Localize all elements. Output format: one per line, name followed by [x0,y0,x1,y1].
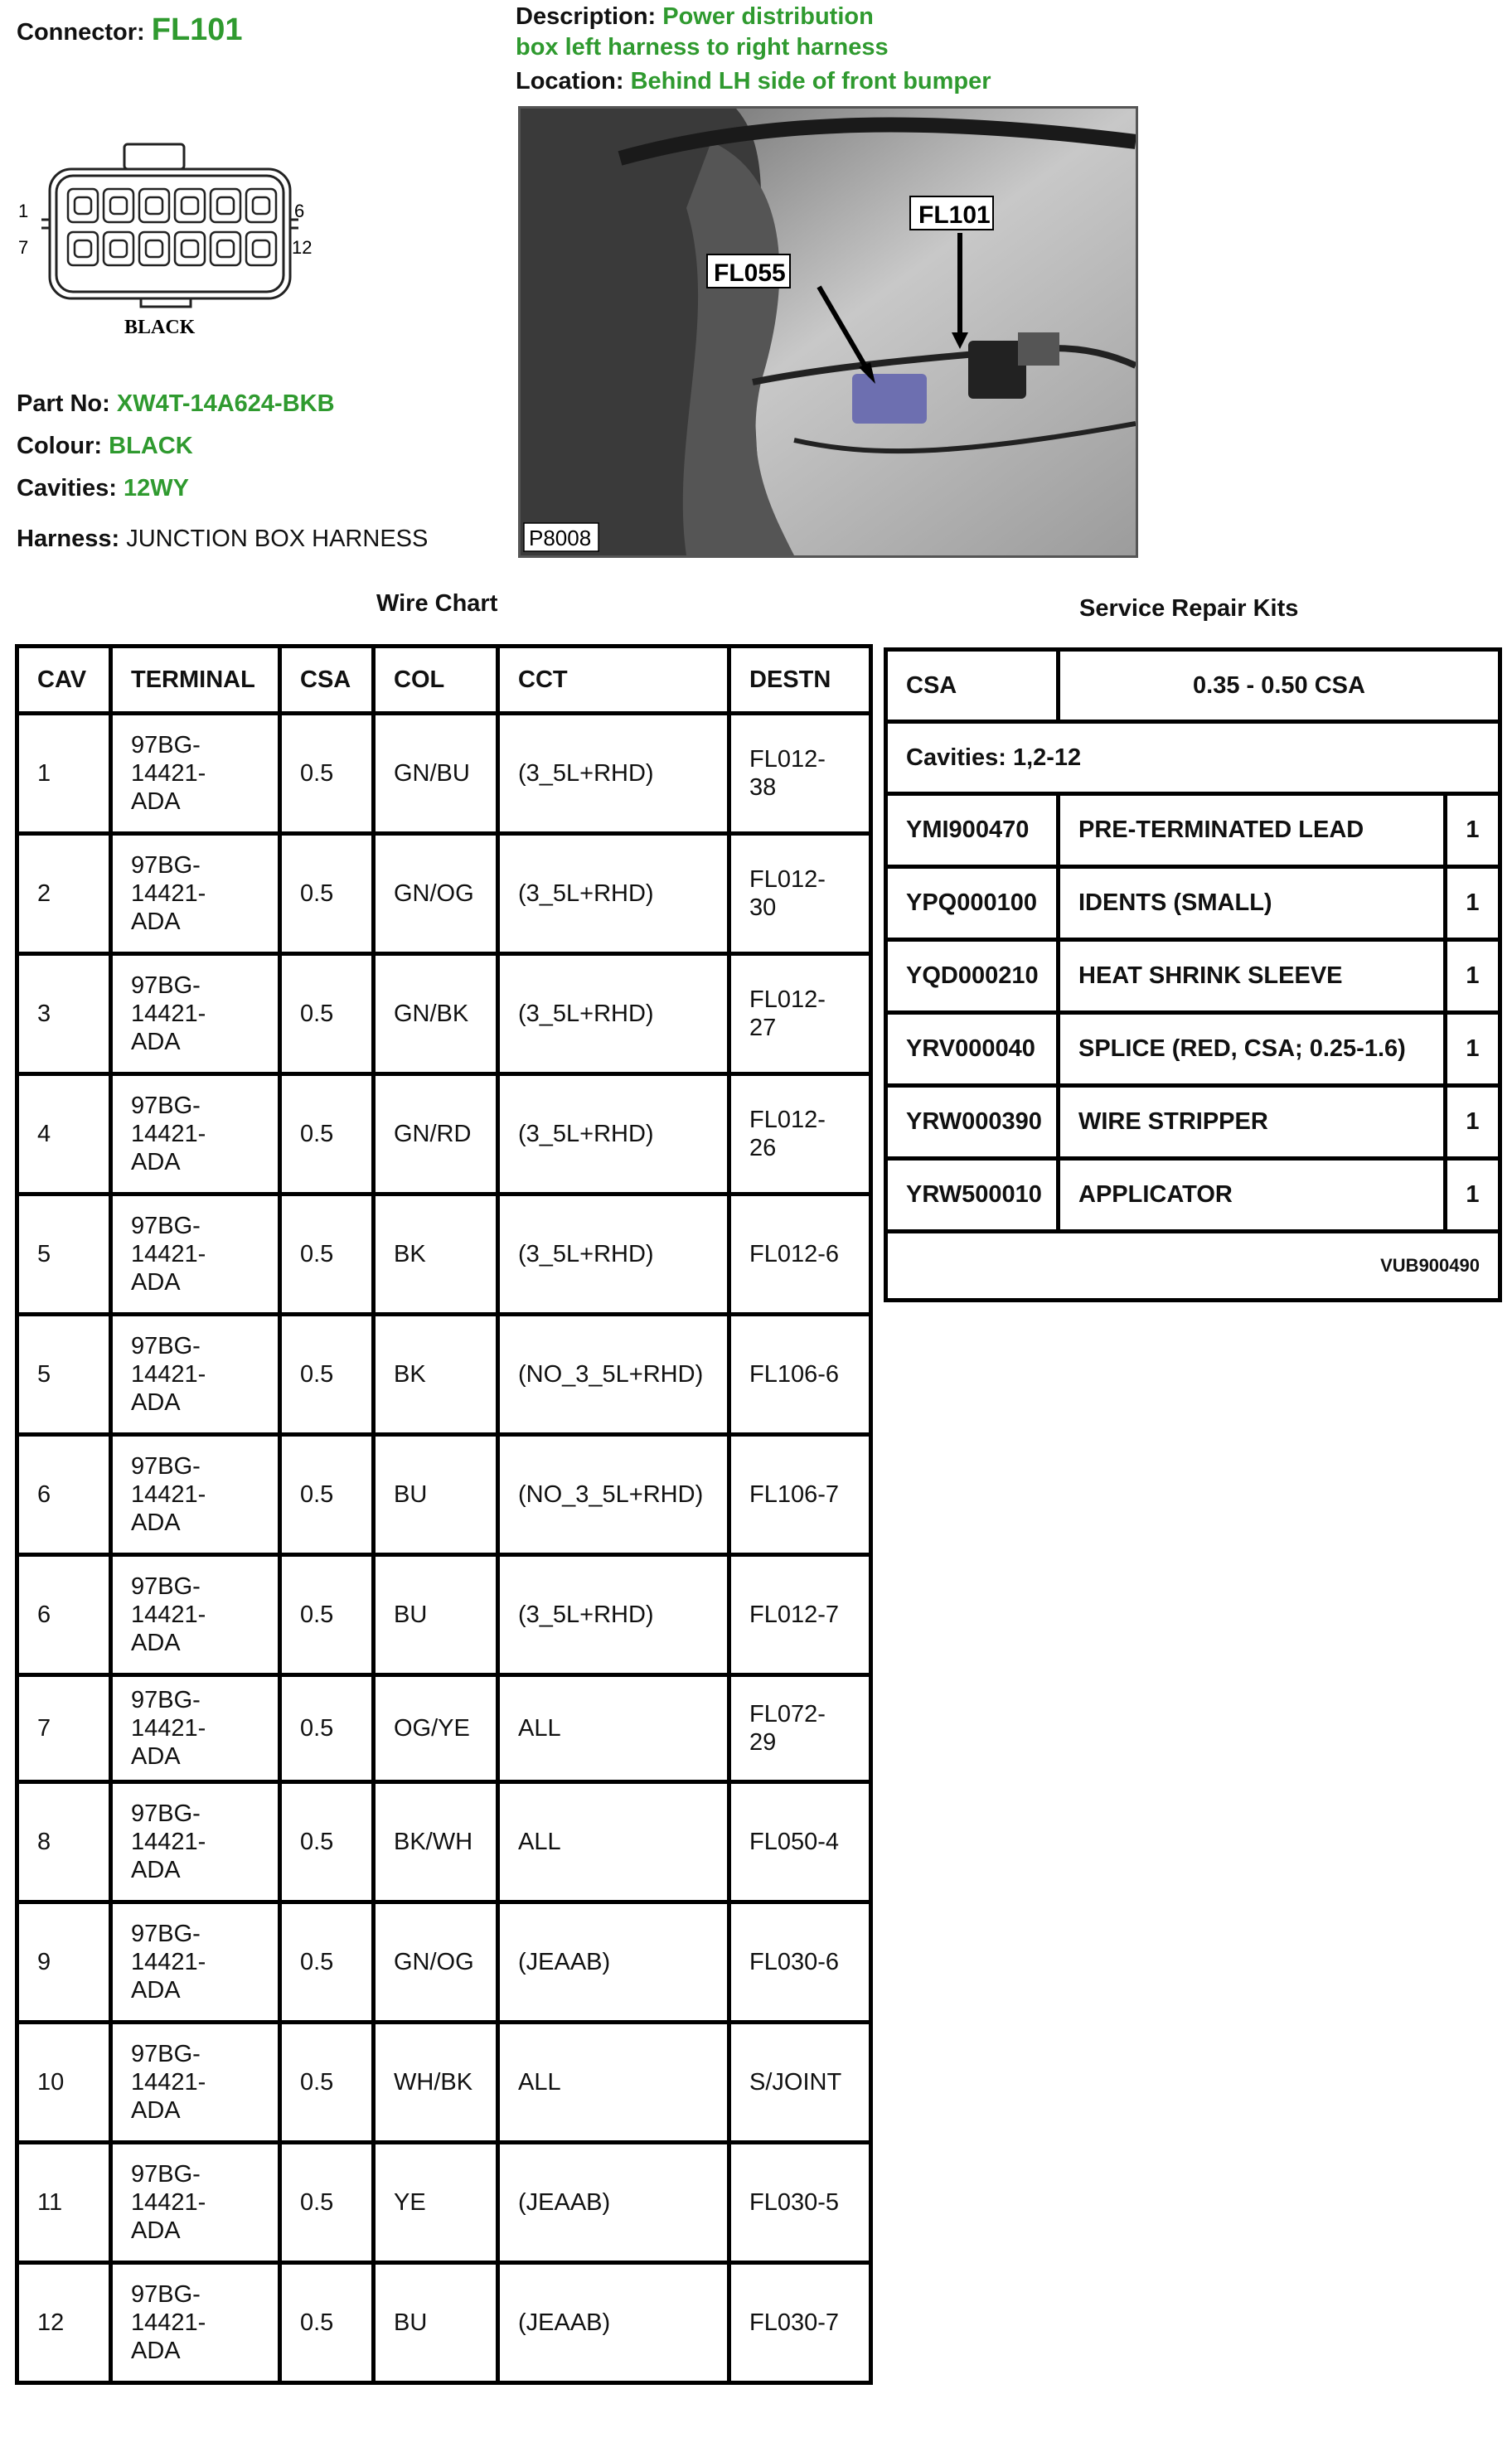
kits-cavities: Cavities: 1,2-12 [906,744,1082,771]
cell-terminal: 97BG- 14421- ADA [111,1074,280,1195]
cell-col: BU [374,1435,498,1555]
kit-item-qty: 1 [1443,1015,1498,1083]
table-row [17,834,871,954]
table-row [17,2263,871,2383]
cell-col: GN/OG [374,1902,498,2023]
kit-item-code: YQD000210 [888,942,1060,1010]
kits-cavities-row [888,724,1498,796]
cell-col: GN/OG [374,834,498,954]
cell-destn: FL030-5 [729,2143,871,2263]
kit-item-qty: 1 [1443,869,1498,938]
colour-label: Colour: [17,433,103,459]
cell-destn: FL012-7 [729,1555,871,1675]
part-no-label: Part No: [17,390,110,417]
cell-destn: FL106-7 [729,1435,871,1555]
description-block [516,2,991,97]
cell-terminal: 97BG- 14421- ADA [111,2263,280,2383]
connector-cavity [211,189,240,222]
cell-cct: ALL [498,1675,729,1782]
cell-csa: 0.5 [280,1195,374,1315]
cell-cct: (JEAAB) [498,2263,729,2383]
cell-csa: 0.5 [280,1074,374,1195]
harness-label: Harness: [17,526,120,552]
connector-cavity [175,189,205,222]
connector-cavity [68,232,98,265]
table-row [17,1074,871,1195]
cell-cct: (3_5L+RHD) [498,1555,729,1675]
kit-item-row [888,942,1498,1015]
cell-csa: 0.5 [280,1782,374,1902]
location-value: Behind LH side of front bumper [630,68,991,94]
cell-cct: (3_5L+RHD) [498,1195,729,1315]
cell-csa: 0.5 [280,1902,374,2023]
kit-item-qty: 1 [1443,1088,1498,1156]
col-header-destn: DESTN [729,647,871,714]
cell-cav: 5 [17,1315,111,1435]
cell-cav: 8 [17,1782,111,1902]
cell-terminal: 97BG- 14421- ADA [111,1902,280,2023]
kit-item-desc: SPLICE (RED, CSA; 0.25-1.6) [1078,1035,1406,1062]
cell-terminal: 97BG- 14421- ADA [111,2143,280,2263]
cell-cav: 1 [17,714,111,834]
kit-item-code: YRV000040 [888,1015,1060,1083]
cell-col: GN/RD [374,1074,498,1195]
col-header-cct: CCT [498,647,729,714]
cell-col: GN/BK [374,954,498,1074]
table-row [17,1675,871,1782]
cell-csa: 0.5 [280,2143,374,2263]
cell-cct: (NO_3_5L+RHD) [498,1435,729,1555]
pin-label-7: 7 [18,237,29,258]
connector-heading [17,12,243,48]
connector-colour-tag: BLACK [124,317,196,338]
cell-destn: FL030-6 [729,1902,871,2023]
kit-item-code: YRW500010 [888,1161,1060,1229]
kits-footer-row [888,1229,1498,1298]
cell-destn: FL012- 38 [729,714,871,834]
table-row [17,1195,871,1315]
connector-id: FL101 [151,12,243,47]
service-kits-table [884,647,1502,1302]
photo-code: P8008 [529,526,592,550]
cell-csa: 0.5 [280,1435,374,1555]
wire-chart-table [15,644,873,2385]
cell-cav: 9 [17,1902,111,2023]
kits-csa-value: 0.35 - 0.50 CSA [1193,671,1365,699]
cell-col: BK [374,1195,498,1315]
connector-cavity [139,189,169,222]
table-row [17,1435,871,1555]
cell-terminal: 97BG- 14421- ADA [111,1675,280,1782]
cavities-label: Cavities: [17,475,117,502]
cell-destn: FL012- 27 [729,954,871,1074]
connector-cavity [104,189,133,222]
cell-terminal: 97BG- 14421- ADA [111,1195,280,1315]
cell-cav: 4 [17,1074,111,1195]
cell-destn: FL012- 30 [729,834,871,954]
cell-cct: ALL [498,2023,729,2143]
cell-destn: FL012-6 [729,1195,871,1315]
location-photo [518,106,1138,558]
kit-item-desc: APPLICATOR [1078,1181,1233,1208]
pin-label-1: 1 [18,201,29,221]
table-row [17,1902,871,2023]
connector-cavity [139,232,169,265]
cell-cav: 5 [17,1195,111,1315]
cell-col: BK/WH [374,1782,498,1902]
cell-destn: FL030-7 [729,2263,871,2383]
cavities-value: 12WY [123,475,189,502]
cell-cav: 7 [17,1675,111,1782]
cell-csa: 0.5 [280,1675,374,1782]
table-row [17,714,871,834]
cell-col: OG/YE [374,1675,498,1782]
colour-value: BLACK [109,433,193,459]
cell-csa: 0.5 [280,714,374,834]
cell-col: BU [374,1555,498,1675]
kit-item-row [888,869,1498,942]
harness-value: JUNCTION BOX HARNESS [126,526,429,552]
kit-item-code: YMI900470 [888,796,1060,865]
col-header-terminal: TERMINAL [111,647,280,714]
kit-item-row [888,1015,1498,1088]
cell-cav: 6 [17,1555,111,1675]
wire-chart-title: Wire Chart [376,590,498,617]
kit-item-desc: IDENTS (SMALL) [1078,889,1272,916]
cell-cav: 6 [17,1435,111,1555]
table-row [17,2023,871,2143]
cell-col: BU [374,2263,498,2383]
kit-item-row [888,1161,1498,1229]
part-details [17,383,428,560]
table-row [17,954,871,1074]
connector-cavity [246,189,276,222]
kit-item-row [888,1088,1498,1161]
cell-csa: 0.5 [280,834,374,954]
kit-item-qty: 1 [1443,942,1498,1010]
cell-destn: S/JOINT [729,2023,871,2143]
location-label: Location: [516,68,624,94]
kits-csa-row [888,652,1498,724]
table-row [17,1782,871,1902]
cell-cav: 2 [17,834,111,954]
cell-cav: 12 [17,2263,111,2383]
cell-destn: FL072- 29 [729,1675,871,1782]
table-row [17,2143,871,2263]
pin-label-12: 12 [292,237,313,258]
table-row [17,1555,871,1675]
cell-terminal: 97BG- 14421- ADA [111,834,280,954]
cell-cct: (3_5L+RHD) [498,714,729,834]
kit-item-code: YRW000390 [888,1088,1060,1156]
photo-callout-fl055: FL055 [714,259,786,287]
part-no-value: XW4T-14A624-BKB [116,390,335,417]
cell-cct: (3_5L+RHD) [498,954,729,1074]
kits-items [888,796,1498,1229]
connector-cavity [246,232,276,265]
kits-csa-label: CSA [888,652,1060,720]
cell-col: BK [374,1315,498,1435]
cell-csa: 0.5 [280,2023,374,2143]
col-header-col: COL [374,647,498,714]
cell-destn: FL050-4 [729,1782,871,1902]
cell-terminal: 97BG- 14421- ADA [111,2023,280,2143]
cell-col: YE [374,2143,498,2263]
col-header-cav: CAV [17,647,111,714]
cell-cct: ALL [498,1782,729,1902]
cell-csa: 0.5 [280,1315,374,1435]
cell-csa: 0.5 [280,2263,374,2383]
connector-cavity [104,232,133,265]
cell-col: GN/BU [374,714,498,834]
pin-label-6: 6 [294,201,305,221]
connector-cavity [68,189,98,222]
cell-terminal: 97BG- 14421- ADA [111,1555,280,1675]
connector-cavity [175,232,205,265]
connector-face-diagram [17,141,332,348]
cell-cav: 11 [17,2143,111,2263]
cell-cct: (NO_3_5L+RHD) [498,1315,729,1435]
photo-callout-fl101: FL101 [918,201,991,229]
kit-item-desc: PRE-TERMINATED LEAD [1078,817,1364,843]
kit-item-desc: WIRE STRIPPER [1078,1108,1268,1135]
cell-cct: (JEAAB) [498,1902,729,2023]
cell-terminal: 97BG- 14421- ADA [111,1435,280,1555]
cell-cav: 3 [17,954,111,1074]
kit-item-qty: 1 [1443,796,1498,865]
wire-chart-header-row [17,647,871,714]
kits-footer-code: VUB900490 [1380,1255,1480,1276]
col-header-csa: CSA [280,647,374,714]
cell-csa: 0.5 [280,954,374,1074]
cell-terminal: 97BG- 14421- ADA [111,954,280,1074]
cell-terminal: 97BG- 14421- ADA [111,714,280,834]
cell-destn: FL106-6 [729,1315,871,1435]
connector-cavity [211,232,240,265]
cell-terminal: 97BG- 14421- ADA [111,1782,280,1902]
cell-destn: FL012- 26 [729,1074,871,1195]
connector-label: Connector: [17,19,145,46]
description-line1: Power distribution [662,3,874,30]
service-kits-title: Service Repair Kits [1079,595,1299,622]
cell-cct: (3_5L+RHD) [498,1074,729,1195]
description-label: Description: [516,3,657,30]
cell-terminal: 97BG- 14421- ADA [111,1315,280,1435]
cell-cct: (JEAAB) [498,2143,729,2263]
cell-csa: 0.5 [280,1555,374,1675]
kit-item-desc: HEAT SHRINK SLEEVE [1078,962,1343,989]
description-line2: box left harness to right harness [516,34,889,61]
kit-item-qty: 1 [1443,1161,1498,1229]
kit-item-row [888,796,1498,869]
cell-cct: (3_5L+RHD) [498,834,729,954]
kit-item-code: YPQ000100 [888,869,1060,938]
cell-cav: 10 [17,2023,111,2143]
table-row [17,1315,871,1435]
cell-col: WH/BK [374,2023,498,2143]
